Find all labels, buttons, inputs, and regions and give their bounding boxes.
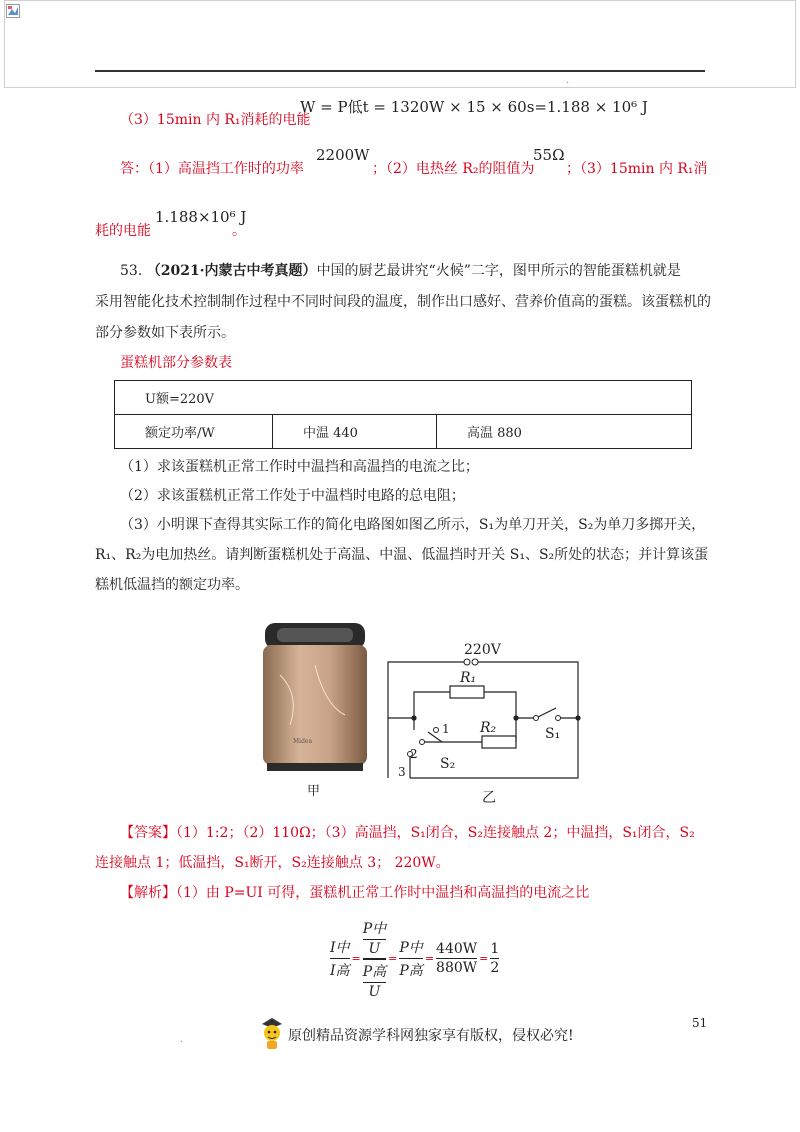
table-row: [115, 415, 692, 449]
contact-1-label: 1: [442, 722, 450, 736]
circuit-node-right: [513, 715, 518, 720]
i-mid: I中: [330, 940, 350, 957]
terminal-right: [472, 659, 478, 665]
s1-contact-b: [556, 716, 561, 721]
prev-answer-end: 。: [232, 223, 246, 239]
fraction-result: [490, 941, 499, 976]
equals-sign: =: [424, 952, 435, 966]
header-rule: [95, 70, 705, 72]
p-mid: P中: [399, 940, 423, 957]
table-cell-label: 额定功率/W: [115, 415, 273, 449]
answer-text-1: （1）1:2；（2）110Ω；（3）高温挡，S₁闭合，S₂连接触点 2；中温挡，S₁闭合，S₂: [176, 825, 695, 841]
broken-image-icon: [6, 4, 20, 18]
brand-label: Midea: [293, 738, 313, 745]
question-text-1: 中国的厨艺最讲究“火候”二字，图甲所示的智能蛋糕机就是: [316, 263, 681, 279]
equals-sign: =: [479, 952, 489, 966]
table-caption: 蛋糕机部分参数表: [120, 355, 232, 371]
two: 2: [490, 960, 500, 977]
i-high: I高: [330, 963, 350, 980]
terminal-left: [464, 659, 470, 665]
figure-yi-label: 乙: [482, 790, 496, 806]
fraction-w: [436, 941, 477, 976]
equals-sign: =: [388, 952, 398, 966]
solution-part3-formula: W = P低t = 1320W × 15 × 60s=1.188 × 10⁶ J: [300, 98, 648, 116]
table-row: [115, 381, 692, 415]
table-cell-mid: 中温 440: [273, 415, 437, 449]
question-line1: [120, 262, 681, 280]
circuit-node-far-right: [575, 715, 580, 720]
figure-jia-label: 甲: [307, 784, 321, 799]
s1-label: S₁: [545, 726, 561, 742]
question-source: （2021·内蒙古中考真题）: [146, 263, 317, 279]
prev-answer-val1: 2200W: [316, 146, 370, 164]
equals-sign: =: [351, 952, 361, 966]
prev-answer-val2: 55Ω: [533, 146, 565, 164]
circuit-node-left: [411, 715, 416, 720]
prev-answer-part3: ；（3）15min 内 R₁消: [566, 161, 708, 177]
p-mid-top: P中: [362, 921, 387, 937]
p-high: P高: [399, 963, 423, 980]
header-dot: ·: [566, 78, 570, 89]
answer-tag: 【答案】: [120, 825, 176, 841]
sub-question-3b: R₁、R₂为电加热丝。请判断蛋糕机处于高温、中温、低温挡时开关 S₁、S₂所处的状态；并计算该蛋: [95, 547, 709, 563]
fraction-pu: [363, 918, 386, 1000]
contact-2-label: 2: [410, 747, 418, 761]
copyright-text: 原创精品资源学科网独家享有版权，侵权必究!: [288, 1028, 574, 1044]
analysis-tag: 【解析】: [120, 885, 176, 901]
sub-question-3c: 糕机低温挡的额定功率。: [95, 577, 249, 593]
prev-answer-val3: 1.188×10⁶ J: [155, 208, 247, 226]
u-bottom: U: [368, 983, 381, 1000]
table-cell-high: 高温 880: [437, 415, 692, 449]
w880: 880W: [436, 960, 478, 977]
analysis-text-1: （1）由 P=UI 可得，蛋糕机正常工作时中温挡和高温挡的电流之比: [176, 885, 590, 901]
table-cell-voltage: U额=220V: [115, 381, 692, 415]
page-number: 51: [692, 1016, 708, 1030]
one: 1: [490, 941, 500, 958]
s2-contact-1: [434, 728, 439, 733]
r1-label: R₁: [460, 670, 477, 686]
mascot-icon: [258, 1016, 286, 1050]
header-frame: [4, 0, 796, 88]
footer-dot: .: [180, 1034, 184, 1045]
s2-label: S₂: [440, 756, 456, 772]
sub-question-3a: （3）小明课下查得其实际工作的简化电路图如图乙所示，S₁为单刀开关，S₂为单刀多掷开关，: [120, 517, 706, 533]
solution-part3-label: （3）15min 内 R₁消耗的电能: [120, 112, 311, 128]
cake-machine-image: [255, 615, 375, 800]
w440: 440W: [436, 941, 478, 958]
fraction-p: [399, 937, 422, 980]
answer-line1: [120, 824, 695, 842]
question-number: 53.: [120, 263, 143, 279]
s1-contact-a: [534, 716, 539, 721]
sub-question-1: （1）求该蛋糕机正常工作时中温挡和高温挡的电流之比；: [120, 459, 479, 475]
r2-label: R₂: [480, 720, 497, 736]
question-line2: 采用智能化技术控制制作过程中不同时间段的温度，制作出口感好、营养价值高的蛋糕。该蛋糕机的: [95, 294, 711, 310]
circuit-diagram: [380, 640, 600, 810]
p-high-bottom: P高: [362, 963, 387, 980]
sub-question-2: （2）求该蛋糕机正常工作处于中温档时电路的总电阻；: [120, 488, 465, 504]
u-top: U: [368, 941, 381, 957]
circuit-voltage-label: 220V: [464, 642, 501, 658]
s2-contact-2: [420, 740, 425, 745]
prev-answer-part2: ；（2）电热丝 R₂的阻值为: [372, 161, 535, 177]
fraction-i: [330, 937, 350, 980]
question-line3: 部分参数如下表所示。: [95, 325, 235, 341]
answer-line2: 连接触点 1；低温挡，S₁断开，S₂连接触点 3； 220W。: [95, 855, 450, 871]
current-ratio-formula: [330, 918, 499, 1000]
prev-answer-part1: 答：（1）高温挡工作时的功率: [120, 161, 304, 177]
analysis-line1: [120, 884, 589, 902]
prev-answer-part3b: 耗的电能: [95, 223, 151, 239]
parameter-table: [114, 380, 692, 449]
contact-3-label: 3: [398, 765, 406, 779]
